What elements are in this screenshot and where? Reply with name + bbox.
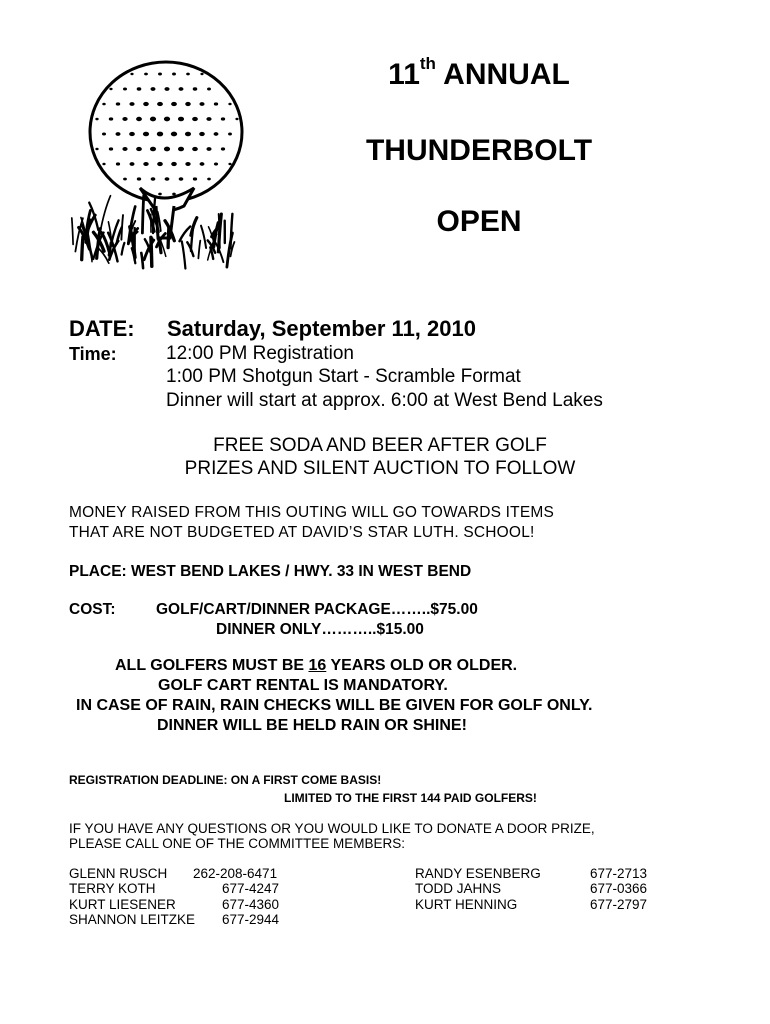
dimple <box>102 163 105 166</box>
dimple <box>199 102 204 106</box>
dimple <box>228 133 232 136</box>
dimple <box>206 147 211 151</box>
dimple <box>228 103 231 106</box>
dimple <box>185 132 191 137</box>
time-line: 1:00 PM Shotgun Start - Scramble Format <box>166 366 521 387</box>
time-label: Time: <box>69 344 117 364</box>
grass-blade <box>198 241 200 259</box>
dimple <box>171 102 177 106</box>
dimple <box>192 147 198 151</box>
grass-blade <box>121 215 123 240</box>
dimple <box>192 117 198 121</box>
contact-name: TERRY KOTH <box>69 881 156 896</box>
dimple <box>193 87 198 90</box>
contact-name: KURT HENNING <box>415 897 518 912</box>
dimple <box>143 162 148 166</box>
dimple <box>185 162 190 166</box>
dimple <box>221 117 225 120</box>
dimple <box>151 177 156 181</box>
dimple <box>102 132 106 135</box>
grass-blade <box>231 214 233 249</box>
dimple <box>185 102 191 106</box>
contact-phone: 677-4360 <box>222 897 280 912</box>
dimple <box>200 162 205 166</box>
place-line: PLACE: WEST BEND LAKES / HWY. 33 IN WEST BEND <box>69 563 472 580</box>
dimple <box>136 117 142 121</box>
dimple <box>171 132 177 137</box>
dimple <box>214 132 219 136</box>
time-line: Dinner will start at approx. 6:00 at West Bend Lakes <box>166 390 603 411</box>
dimple <box>206 117 211 121</box>
cost-dinner: DINNER ONLY………..$15.00 <box>216 621 424 638</box>
purpose-line: MONEY RAISED FROM THIS OUTING WILL GO TOWARDS ITEMS <box>69 504 555 521</box>
dimple <box>122 117 127 121</box>
title-line-2: THUNDERBOLT <box>365 134 593 167</box>
date-label: DATE: <box>69 316 135 341</box>
grass-blade <box>168 227 169 248</box>
contact-phone: 262-208-6471 <box>193 866 278 881</box>
golf-ball-on-tee-icon <box>62 60 247 278</box>
dimple <box>143 132 149 137</box>
dimple <box>137 87 142 90</box>
event-date <box>69 316 476 342</box>
registration-limit: LIMITED TO THE FIRST 144 PAID GOLFERS! <box>284 791 537 805</box>
date-value: Saturday, September 11, 2010 <box>167 316 476 341</box>
dimple <box>199 132 205 136</box>
purpose-line: THAT ARE NOT BUDGETED AT DAVID’S STAR LUTH. SCHOOL! <box>69 524 535 541</box>
dimple <box>136 147 142 151</box>
dimple <box>157 132 163 137</box>
contact-phone: 677-2944 <box>222 912 280 927</box>
dimple <box>116 162 120 165</box>
grass-blade <box>142 196 143 233</box>
dimple <box>165 177 170 181</box>
age-rule: ALL GOLFERS MUST BE 16 YEARS OLD OR OLDER. <box>115 657 518 674</box>
perk-line: PRIZES AND SILENT AUCTION TO FOLLOW <box>184 458 576 479</box>
dimple <box>172 73 176 76</box>
dimple <box>95 148 98 150</box>
contact-name: SHANNON LEITZKE <box>69 912 196 927</box>
dimple <box>151 87 156 91</box>
grass-blade <box>82 237 83 260</box>
title-line-1: 11th ANNUAL <box>388 54 570 91</box>
contact-phone: 677-2797 <box>590 897 648 912</box>
time-line: 12:00 PM Registration <box>166 343 354 364</box>
dimple <box>109 117 113 120</box>
cost-package: GOLF/CART/DINNER PACKAGE……..$75.00 <box>156 601 478 618</box>
questions-line: IF YOU HAVE ANY QUESTIONS OR YOU WOULD LIKE TO DONATE A DOOR PRIZE, <box>69 821 595 836</box>
dimple <box>143 102 149 106</box>
dimple <box>164 117 170 122</box>
dimple <box>95 118 98 121</box>
dimple <box>200 73 203 75</box>
dimple <box>129 132 135 136</box>
dimple <box>122 147 127 151</box>
dimple <box>186 73 190 76</box>
questions-line: PLEASE CALL ONE OF THE COMMITTEE MEMBERS: <box>69 836 406 851</box>
dimple <box>129 102 134 106</box>
contact-phone: 677-0366 <box>590 881 648 896</box>
dimple <box>158 73 162 76</box>
dinner-rule: DINNER WILL BE HELD RAIN OR SHINE! <box>157 717 467 734</box>
grass-blade <box>182 241 186 268</box>
dimple <box>178 117 184 122</box>
dimple <box>109 88 112 90</box>
dimple <box>130 73 133 75</box>
dimple <box>130 162 135 166</box>
dimple <box>116 132 121 136</box>
contact-phone: 677-2713 <box>590 866 648 881</box>
dimple <box>178 147 184 152</box>
dimple <box>158 193 162 196</box>
dimple <box>214 102 218 105</box>
dimple <box>123 178 127 181</box>
grass-blade <box>72 218 73 244</box>
grass-blade <box>180 227 191 242</box>
dimple <box>214 162 218 165</box>
dimple <box>102 103 106 106</box>
dimple <box>150 117 156 122</box>
cost-label: COST: <box>69 601 116 618</box>
dimple <box>164 147 170 152</box>
dimple <box>228 163 231 165</box>
dimple <box>179 87 184 91</box>
dimple <box>172 193 176 196</box>
dimple <box>157 102 163 106</box>
contact-phone: 677-4247 <box>222 881 280 896</box>
dimple <box>171 162 177 166</box>
registration-deadline: REGISTRATION DEADLINE: ON A FIRST COME BASIS! <box>69 773 382 787</box>
dimple <box>150 147 156 152</box>
title-line-3: OPEN <box>436 205 522 238</box>
grass-blade <box>122 243 125 255</box>
dimple <box>164 87 169 91</box>
perk-line: FREE SODA AND BEER AFTER GOLF <box>213 435 547 456</box>
dimple <box>144 73 148 76</box>
contact-name: GLENN RUSCH <box>69 866 168 881</box>
cart-rule: GOLF CART RENTAL IS MANDATORY. <box>158 677 448 694</box>
dimple <box>207 178 211 181</box>
dimple <box>221 147 225 150</box>
dimple <box>116 102 120 105</box>
contact-name: TODD JAHNS <box>415 881 502 896</box>
dimple <box>207 88 211 91</box>
grass-blade <box>201 226 206 248</box>
contact-name: RANDY ESENBERG <box>415 866 541 881</box>
rain-rule: IN CASE OF RAIN, RAIN CHECKS WILL BE GIVEN FOR GOLF ONLY. <box>76 697 593 714</box>
dimple <box>109 147 113 150</box>
dimple <box>157 162 163 166</box>
dimple <box>137 177 141 180</box>
dimple <box>123 87 127 90</box>
dimple <box>193 177 197 180</box>
grass-blade <box>141 253 143 268</box>
contact-name: KURT LIESENER <box>69 897 176 912</box>
dimple <box>235 118 238 120</box>
dimple <box>179 177 184 181</box>
